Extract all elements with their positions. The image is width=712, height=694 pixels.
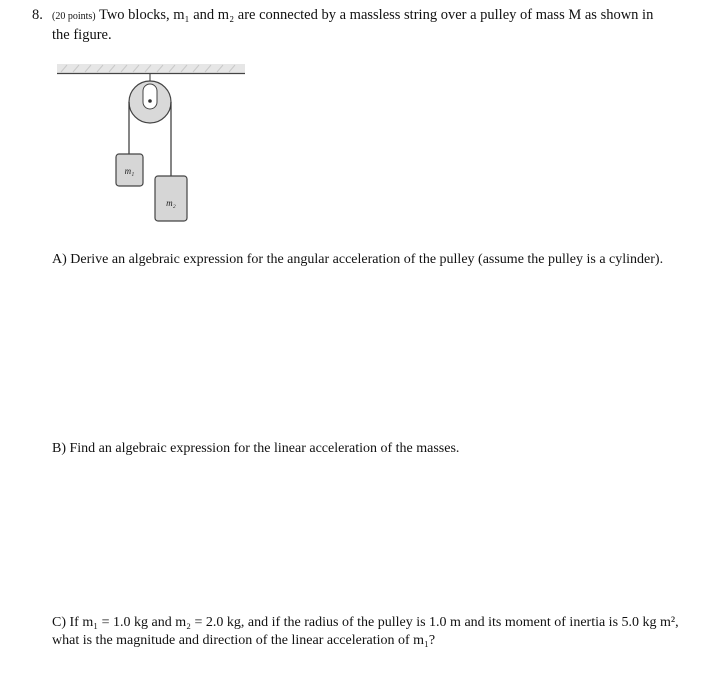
block-m2-label: m₂ [166,198,176,208]
question-header [32,6,692,44]
question-points: (20 points) [52,11,96,22]
question-intro-line2: the figure. [52,27,112,43]
question-number: 8. [32,7,43,23]
pulley [129,81,171,123]
ceiling [57,64,245,74]
part-b: B) Find an algebraic expression for the linear acceleration of the masses. [52,441,460,456]
part-c: C) If m₁ = 1.0 kg and m₂ = 2.0 kg, and if the radius of the pulley is 1.0 m and its moment of inertia is 5.0 kg m², what is the magnitude and direction of the linear acceleration of m₁? [52,615,679,648]
block-m1-label: m₁ [124,166,135,176]
pulley-figure [55,62,250,227]
block-m1 [116,154,143,186]
block-m2 [155,176,187,221]
part-a: A) Derive an algebraic expression for the angular acceleration of the pulley (assume the pulley is a cylinder). [52,252,664,267]
question-intro-line1: Two blocks, m₁ and m₂ are connected by a massless string over a pulley of mass M as shown in [98,7,654,23]
